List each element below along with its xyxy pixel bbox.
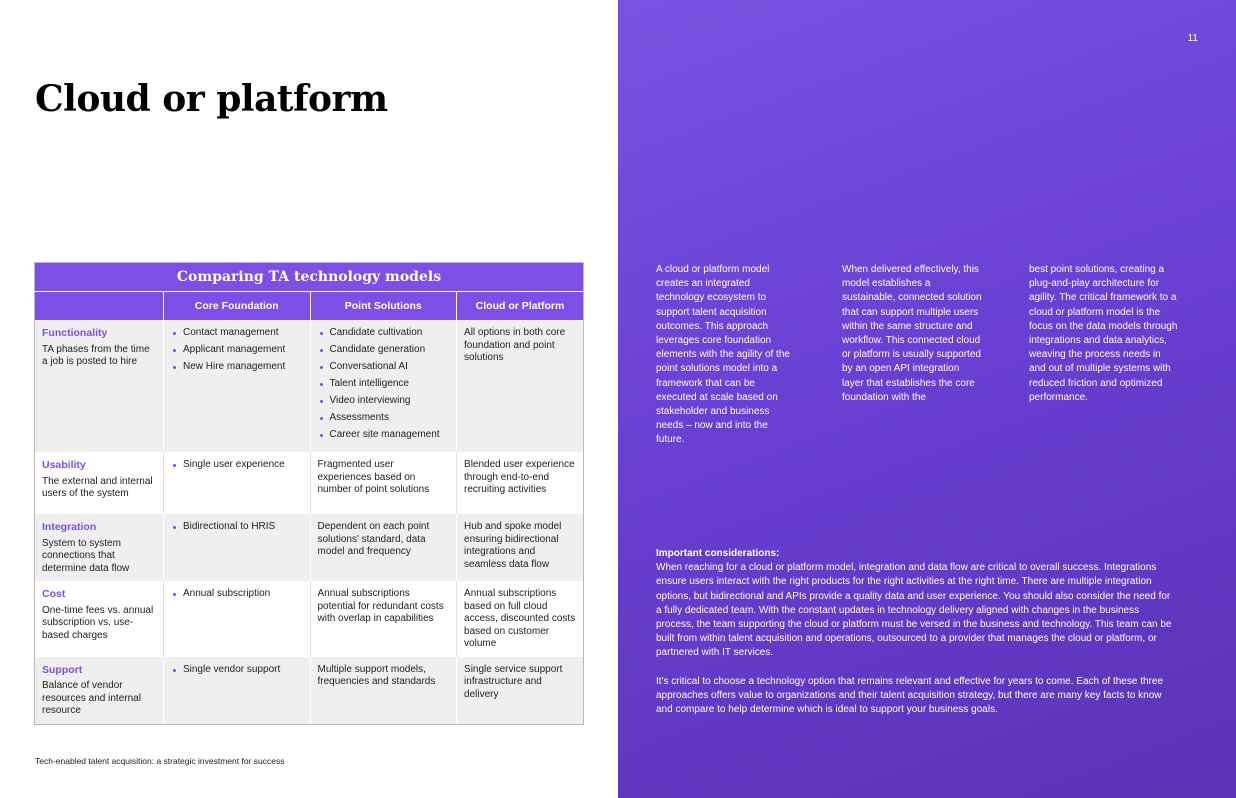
- list-item: Single vendor support: [171, 664, 304, 677]
- row-description: System to system connections that determine data flow: [42, 537, 130, 574]
- list-item: Applicant management: [171, 344, 304, 357]
- cloud-cell: Annual subscriptions based on full cloud access, discounted costs based on customer volume: [457, 581, 583, 657]
- table-grid: [35, 292, 583, 724]
- cloud-cell: Single service support infrastructure and delivery: [457, 657, 583, 724]
- bullet-list: [318, 327, 451, 442]
- core-cell: [163, 581, 310, 657]
- point-cell: Multiple support models, frequencies and standards: [310, 657, 457, 724]
- list-item: Contact management: [171, 327, 304, 340]
- row-name: Functionality: [42, 327, 108, 339]
- bullet-list: [171, 459, 304, 472]
- list-item: Candidate generation: [318, 344, 451, 357]
- row-name: Usability: [42, 459, 86, 471]
- table-title: Comparing TA technology models: [35, 263, 583, 292]
- row-label-cell: [35, 657, 163, 724]
- considerations-para-1: [656, 547, 1176, 661]
- considerations-section: [656, 547, 1176, 717]
- core-cell: [163, 657, 310, 724]
- row-label-cell: [35, 514, 163, 581]
- row-description: One-time fees vs. annual subscription vs. use-based charges: [42, 604, 154, 641]
- page-number: 11: [1187, 33, 1198, 44]
- row-name: Integration: [42, 521, 97, 533]
- point-cell: [310, 320, 457, 452]
- point-cell: Fragmented user experiences based on number of point solutions: [310, 452, 457, 514]
- header-core-foundation: Core Foundation: [163, 292, 310, 320]
- point-cell: Dependent on each point solutions' standard, data model and frequency: [310, 514, 457, 581]
- list-item: Video interviewing: [318, 395, 451, 408]
- row-label-cell: [35, 320, 163, 452]
- list-item: Bidirectional to HRIS: [171, 521, 304, 534]
- bullet-list: [171, 521, 304, 534]
- row-description: Balance of vendor resources and internal resource: [42, 680, 141, 716]
- considerations-heading: Important considerations:: [656, 548, 780, 559]
- table-row-support: [35, 657, 583, 724]
- page-title: Cloud or platform: [35, 78, 388, 120]
- bullet-list: [171, 588, 304, 601]
- table-header-row: [35, 292, 583, 320]
- list-item: Candidate cultivation: [318, 327, 451, 340]
- list-item: Single user experience: [171, 459, 304, 472]
- body-column-3: best point solutions, creating a plug-and-play architecture for agility. The critical framework to a cloud or platform model is the focus on the data models through integrations and data analytics, weaving the process needs in and out of multiple systems with reduced friction and optimized performance.: [1029, 264, 1178, 403]
- table-row-cost: [35, 581, 583, 657]
- table-row-usability: [35, 452, 583, 514]
- core-cell: [163, 514, 310, 581]
- core-cell: [163, 320, 310, 452]
- body-column-2: When delivered effectively, this model establishes a sustainable, connected solution that can support multiple users within the same structure and workflow. This connected cloud or platform is usually supported by an open API integration layer that establishes the core foundation with the: [842, 264, 982, 403]
- row-label-cell: [35, 452, 163, 514]
- list-item: Career site management: [318, 429, 451, 442]
- bullet-list: [171, 327, 304, 374]
- considerations-text-1: When reaching for a cloud or platform model, integration and data flow are critical to overall success. Integrations ensure users interact with the right products for the right activities at the right time. There are multiple integration options, but bidirectional and APIs provide a quality data and user experience. You should also consider the need for a fully dedicated team. With the constant updates in technology delivery aligned with changes in the business process, the team supporting the cloud or platform must be versed in the business and technology. This team can be built from within talent acquisition and operations, outsourced to a provider that manages the cloud or platform, or partnered with IT services.: [656, 562, 1172, 659]
- cloud-cell: Hub and spoke model ensuring bidirectional integrations and seamless data flow: [457, 514, 583, 581]
- header-cloud-platform: Cloud or Platform: [457, 292, 583, 320]
- table-row-functionality: [35, 320, 583, 452]
- list-item: Assessments: [318, 412, 451, 425]
- core-cell: [163, 452, 310, 514]
- row-description: TA phases from the time a job is posted to hire: [42, 343, 150, 367]
- body-column-1: A cloud or platform model creates an integrated technology ecosystem to support talent acquisition outcomes. This approach leverages core foundation elements with the agility of the point solutions model into a framework that can be executed at scale based on stakeholder and business needs – now and into the future.: [656, 264, 790, 446]
- list-item: Annual subscription: [171, 588, 304, 601]
- table-row-integration: [35, 514, 583, 581]
- row-label-cell: [35, 581, 163, 657]
- bullet-list: [171, 664, 304, 677]
- list-item: New Hire management: [171, 361, 304, 374]
- row-description: The external and internal users of the system: [42, 475, 153, 499]
- list-item: Conversational AI: [318, 361, 451, 374]
- row-name: Cost: [42, 588, 66, 600]
- row-name: Support: [42, 663, 83, 676]
- comparison-table: [34, 262, 584, 725]
- point-cell: Annual subscriptions potential for redundant costs with overlap in capabilities: [310, 581, 457, 657]
- considerations-para-2: It's critical to choose a technology option that remains relevant and effective for years to come. Each of these three approaches offers value to organizations and their talent acquisition strategy, but there are many key facts to know and compare to help determine which is ideal to support your business goals.: [656, 675, 1164, 716]
- cloud-cell: Blended user experience through end-to-end recruiting activities: [457, 452, 583, 514]
- list-item: Talent intelligence: [318, 378, 451, 391]
- header-blank: [35, 292, 163, 320]
- cloud-cell: All options in both core foundation and point solutions: [457, 320, 583, 452]
- page-footer: Tech-enabled talent acquisition: a strategic investment for success: [35, 756, 285, 766]
- header-point-solutions: Point Solutions: [310, 292, 457, 320]
